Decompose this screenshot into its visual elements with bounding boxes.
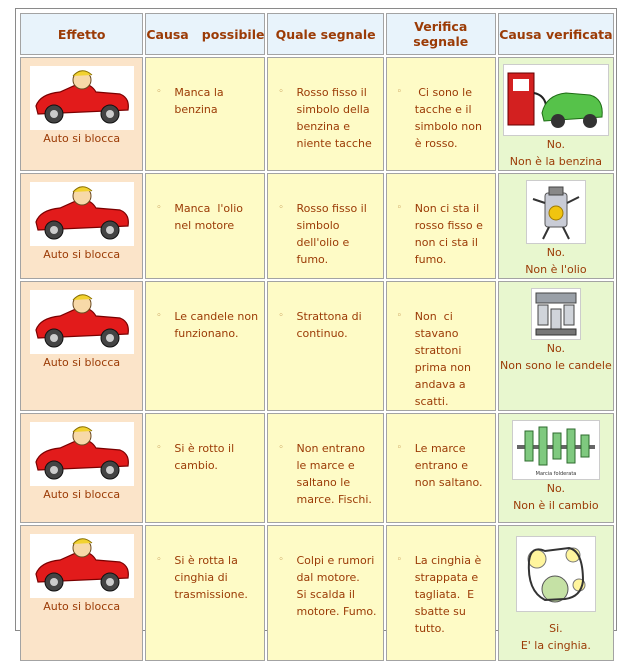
header-causa-possibile: Causa possibile (145, 13, 265, 55)
signal-text: Non entrano le marce e saltano le marce. Fischi. (296, 442, 372, 506)
verified-line2: E' la cinghia. (520, 639, 591, 652)
table-row (20, 173, 614, 279)
verified-line1: No. (546, 482, 565, 495)
causes-table-frame (15, 8, 617, 652)
bullet-icon: ◦ (278, 311, 284, 321)
bullet-icon: ◦ (156, 311, 162, 321)
bullet-icon: ◦ (278, 87, 284, 97)
gearbox-caption: Marcia folderata (535, 471, 577, 477)
effect-label: Auto si blocca (43, 132, 121, 145)
red-car-driver-icon (30, 422, 134, 486)
belt-diagram-icon (516, 536, 596, 612)
header-quale-segnale: Quale segnale (267, 13, 383, 55)
header-row (20, 13, 614, 55)
cause-text: Si è rotto il cambio. (174, 442, 235, 472)
causes-table (18, 11, 616, 663)
red-car-driver-icon (30, 290, 134, 354)
bullet-icon: ◦ (396, 443, 403, 453)
red-car-driver-icon (30, 66, 134, 130)
check-text: Non ci stavano strattoni prima non andava a scatti. (414, 310, 478, 408)
bullet-icon: ◦ (396, 203, 403, 213)
check-text: La cinghia è strappata e tagliata. E sbatte su tutto. (414, 554, 485, 635)
bullet-icon: ◦ (278, 203, 284, 213)
signal-text: Colpi e rumori dal motore. Si scalda il motore. Fumo. (296, 554, 378, 618)
table-row (20, 525, 614, 661)
header-causa-verificata: Causa verificata (498, 13, 614, 55)
bullet-icon: ◦ (278, 555, 284, 565)
effect-label: Auto si blocca (43, 356, 121, 369)
verified-line1: No. (546, 246, 565, 259)
check-text: Non ci sta il rosso fisso e non ci sta il fumo. (414, 202, 483, 266)
bullet-icon: ◦ (156, 87, 162, 97)
bullet-icon: ◦ (156, 203, 162, 213)
bullet-icon: ◦ (396, 311, 403, 321)
bullet-icon: ◦ (396, 87, 403, 97)
gas-pump-car-icon (503, 64, 609, 136)
gearbox-icon (512, 420, 600, 480)
table-row (20, 57, 614, 171)
signal-text: Rosso fisso il simbolo dell'olio e fumo. (296, 202, 367, 266)
verified-line1: Si. (549, 622, 563, 635)
header-verifica-segnale: Verifica segnale (386, 13, 496, 55)
cause-text: Le candele non funzionano. (174, 310, 259, 340)
check-text: Le marce entrano e non saltano. (414, 442, 483, 489)
red-car-driver-icon (30, 182, 134, 246)
bullet-icon: ◦ (278, 443, 284, 453)
cause-text: Manca l'olio nel motore (174, 202, 247, 232)
verified-line1: No. (546, 138, 565, 151)
verified-line2: Non sono le candele (500, 359, 612, 372)
cause-text: Manca la benzina (174, 86, 224, 116)
red-car-driver-icon (30, 534, 134, 598)
bullet-icon: ◦ (156, 443, 162, 453)
bullet-icon: ◦ (156, 555, 162, 565)
table-row (20, 281, 614, 411)
header-effetto: Effetto (20, 13, 143, 55)
verified-line2: Non è l'olio (525, 263, 587, 276)
bullet-icon: ◦ (396, 555, 403, 565)
signal-text: Rosso fisso il simbolo della benzina e niente tacche (296, 86, 372, 150)
effect-label: Auto si blocca (43, 600, 121, 613)
oil-can-mascot-icon (526, 180, 586, 244)
engine-pistons-icon (531, 288, 581, 340)
check-text: Ci sono le tacche e il simbolo non è rosso. (414, 86, 486, 150)
effect-label: Auto si blocca (43, 488, 121, 501)
verified-line2: Non è il cambio (513, 499, 599, 512)
effect-label: Auto si blocca (43, 248, 121, 261)
cause-text: Si è rotta la cinghia di trasmissione. (174, 554, 248, 601)
verified-line2: Non è la benzina (509, 155, 602, 168)
signal-text: Strattona di continuo. (296, 310, 362, 340)
table-row (20, 413, 614, 523)
verified-line1: No. (546, 342, 565, 355)
